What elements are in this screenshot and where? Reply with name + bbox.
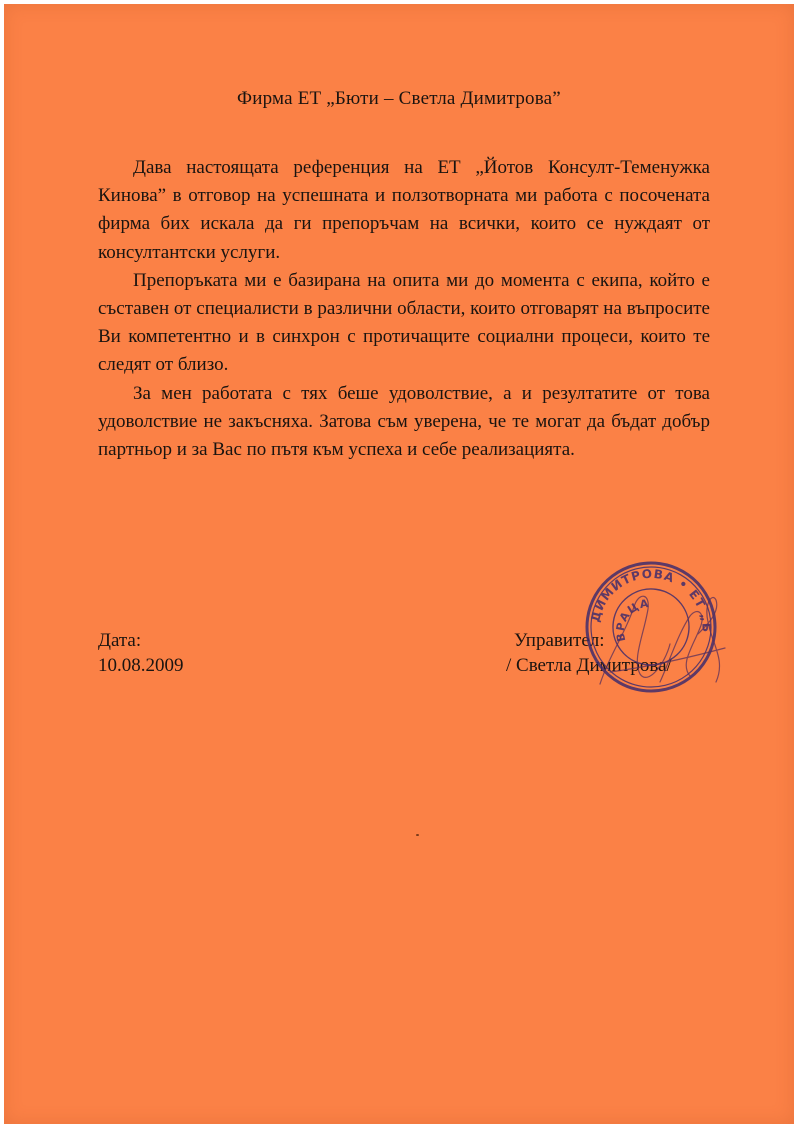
paper-speck bbox=[416, 834, 419, 836]
manager-name: / Светла Димитрова/ bbox=[506, 655, 672, 676]
letter-page bbox=[4, 4, 794, 1124]
handwritten-signature-icon bbox=[540, 564, 740, 704]
paragraph-2: Препоръката ми е базирана на опита ми до момента с екипа, който е съставен от специалисти в различни области, които отговарят на въпросите Ви компетентно и в синхрон с протичащите социални процеси, които те следят от близо. bbox=[98, 269, 710, 376]
manager-label: Управител: bbox=[514, 630, 605, 651]
stamp-inner-text: ВРАЦА bbox=[613, 597, 651, 643]
letter-body bbox=[98, 154, 710, 464]
date-label: Дата: bbox=[98, 630, 142, 651]
paragraph-3: За мен работата с тях беше удоволствие, а и резултатите от това удоволствие не закъсняха. Затова съм уверена, че те могат да бъдат добър партньор и за Вас по пътя към успеха и себе реализацията. bbox=[98, 382, 710, 461]
date-block bbox=[98, 628, 184, 678]
stamp-outer-text: ДИМИТРОВА • ЕТ „БЮТИ bbox=[588, 566, 714, 634]
letter-heading: Фирма ЕТ „Бюти – Светла Димитрова” bbox=[237, 88, 561, 109]
date-value: 10.08.2009 bbox=[98, 655, 184, 676]
paragraph-1: Дава настоящата референция на ЕТ „Йотов Консулт-Теменужка Кинова” в отговор на успешната и ползотворната ми работа с посочената фирма бих искала да ги препоръчам на всички, които се нуждаят от консултантски услуги. bbox=[98, 157, 710, 263]
